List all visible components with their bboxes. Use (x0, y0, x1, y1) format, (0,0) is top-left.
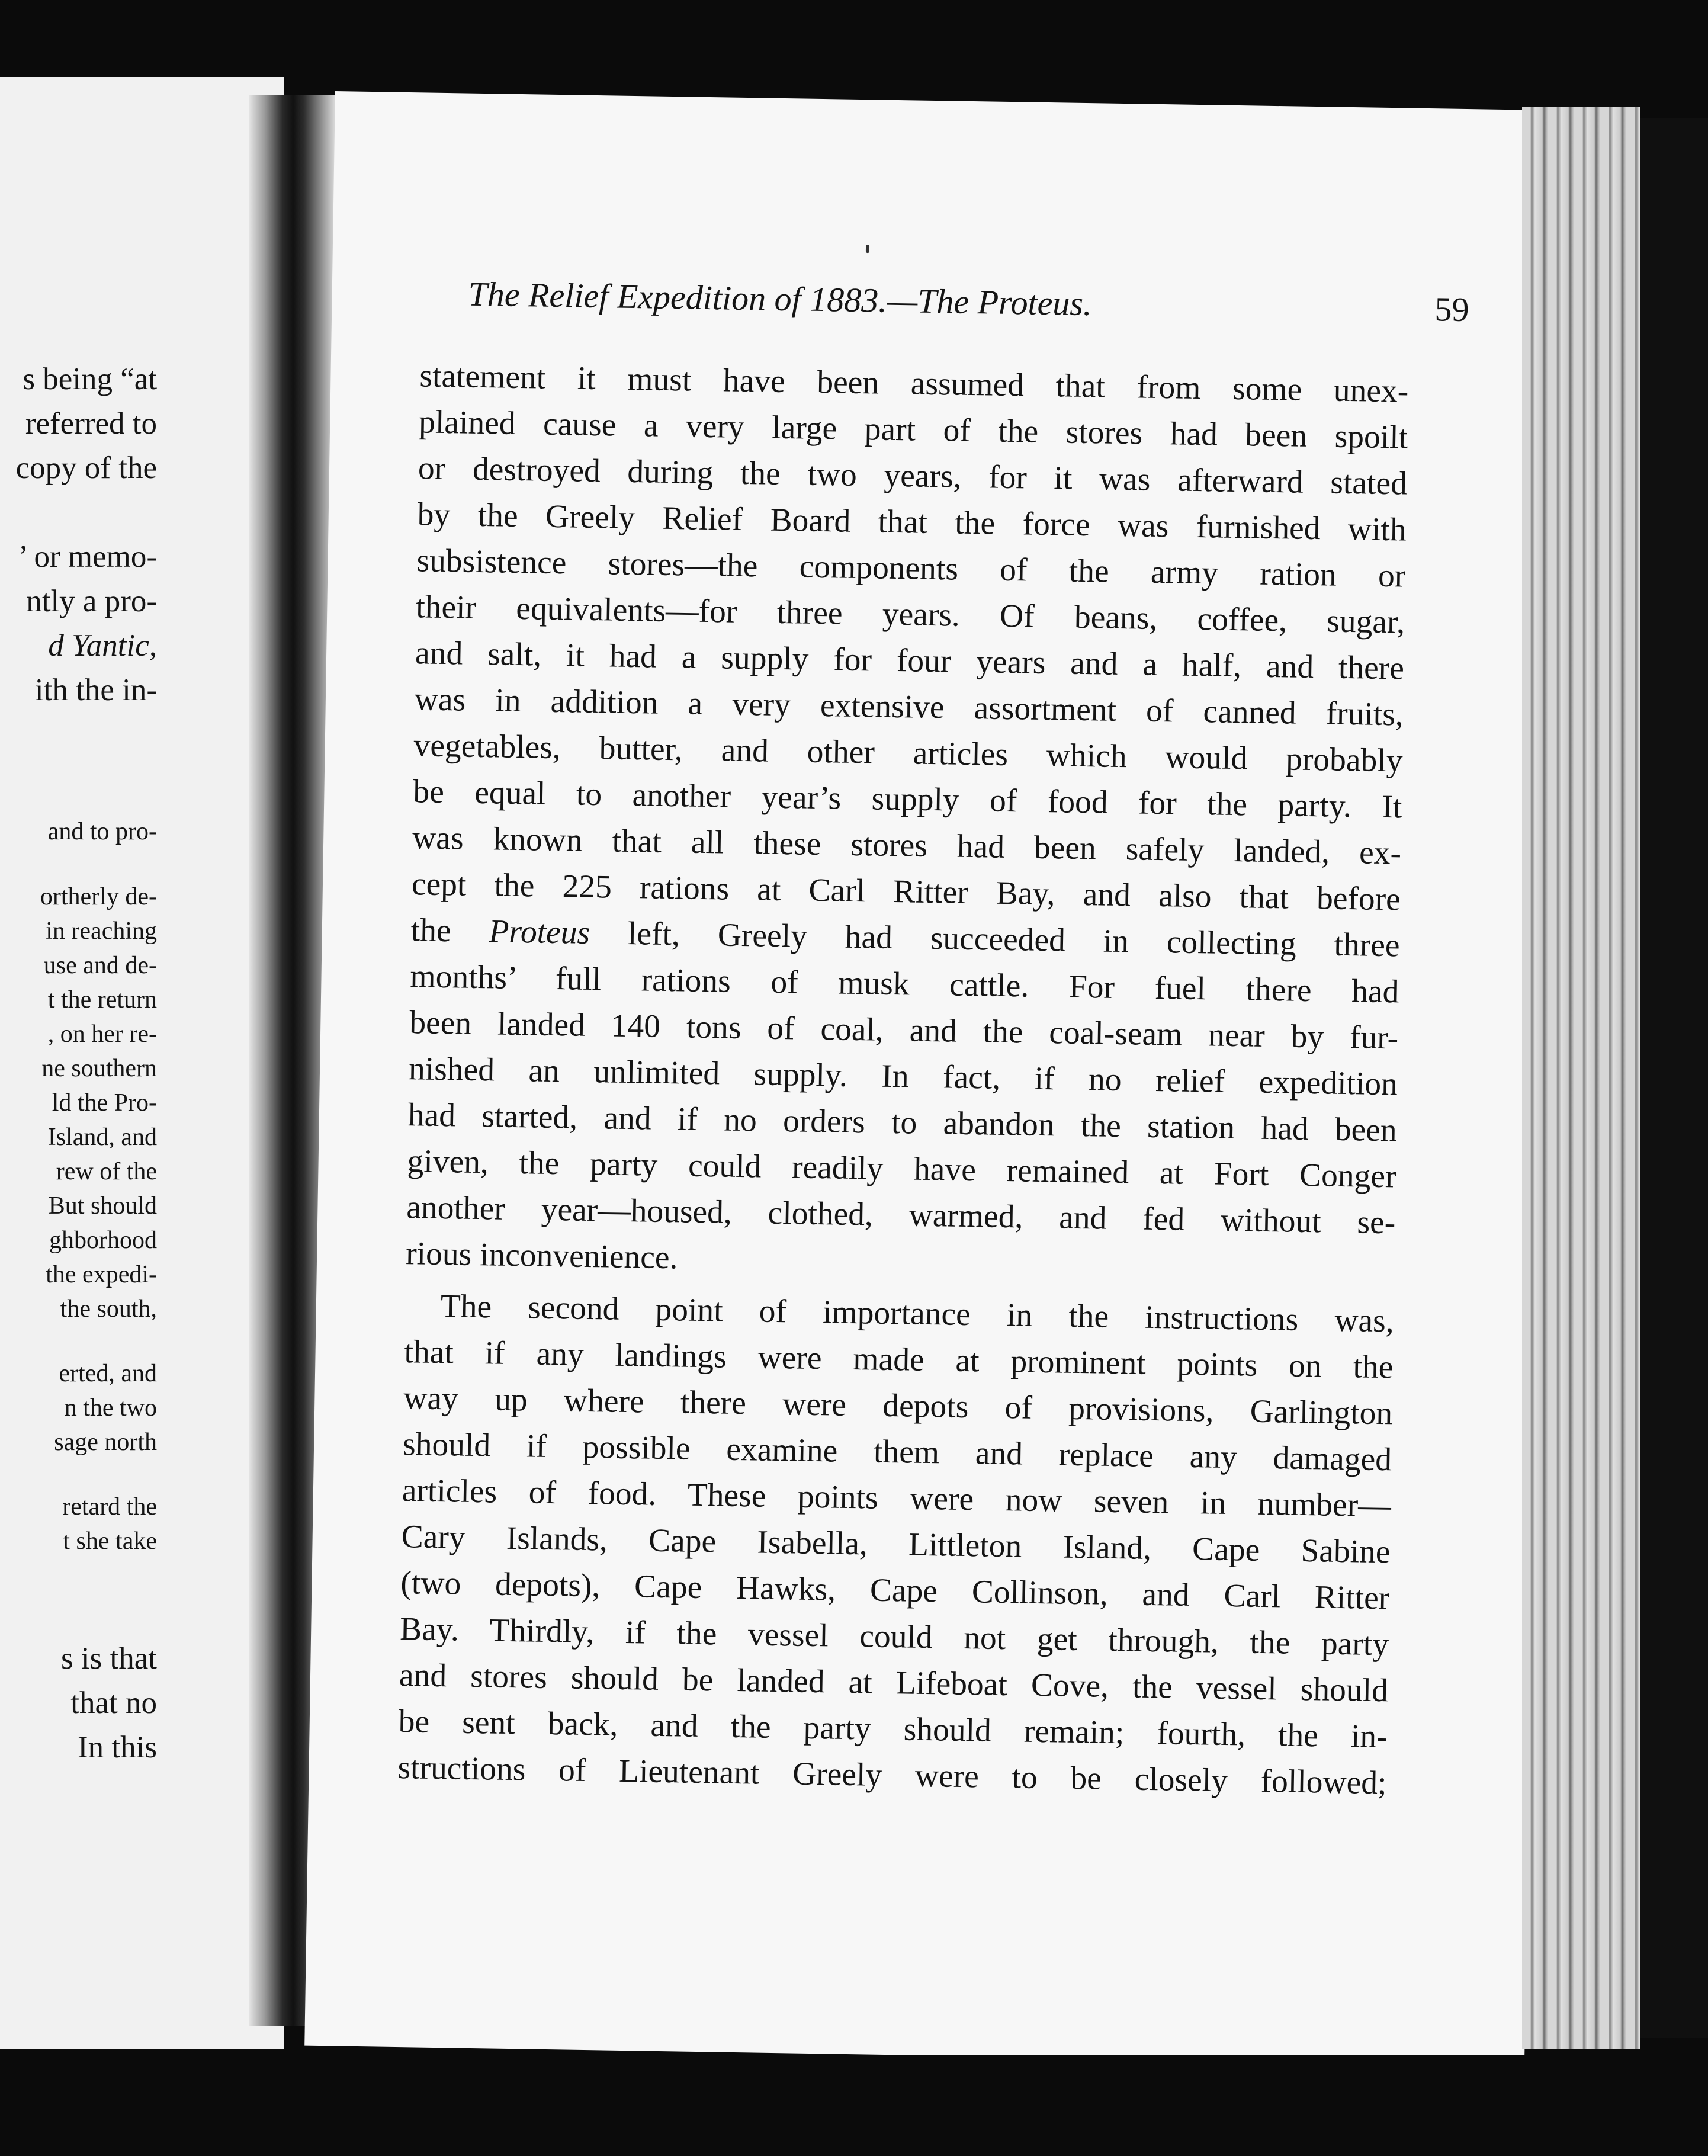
left-page-footnote-line: use and de- (43, 952, 157, 979)
left-page-line: ’ or memo- (18, 540, 157, 574)
right-page (304, 91, 1555, 2065)
left-page-footnote-line: the expedi- (46, 1261, 157, 1288)
left-page-footnote-line: in reaching (46, 917, 157, 945)
left-page-footnote-line: and to pro- (47, 818, 157, 845)
text-line: been landed 140 tons of coal, and the coal-seam near by fur- (409, 1005, 1399, 1057)
text-line: another year—housed, clothed, warmed, and fed without se- (406, 1189, 1396, 1241)
left-page-line: s being “at (23, 362, 157, 396)
left-page-footnote-line: n the two (64, 1394, 157, 1422)
text-line: given, the party could readily have remained at Fort Conger (407, 1143, 1396, 1195)
text-line: or destroyed during the two years, for it was afterward stated (418, 450, 1408, 502)
text-line: Cary Islands, Cape Isabella, Littleton Island, Cape Sabine (401, 1519, 1391, 1571)
left-page-footnote-line: rew of the (56, 1158, 157, 1185)
text-line: way up where there were depots of provisions, Garlington (403, 1380, 1393, 1432)
text-line: and salt, it had a supply for four years and a half, and there (415, 635, 1405, 687)
bottom-shadow (0, 2055, 1708, 2156)
text-line: be sent back, and the party should remain; fourth, the in- (398, 1703, 1388, 1756)
text-line: by the Greely Relief Board that the force was furnished with (417, 496, 1407, 548)
left-page-footnote-line: ld the Pro- (52, 1089, 157, 1116)
text-line: (two depots), Cape Hawks, Cape Collinson, and Carl Ritter (400, 1565, 1390, 1617)
text-line: vegetables, butter, and other articles which would probably (413, 727, 1403, 779)
page-edges (1522, 107, 1640, 2049)
left-page-footnote-line: ghborhood (49, 1227, 157, 1254)
left-page-line: ith the in- (34, 673, 157, 707)
book-cover-edge (1640, 118, 1708, 2038)
left-page-footnote-line: retard the (62, 1493, 157, 1520)
text-line: statement it must have been assumed that from some unex- (419, 358, 1409, 410)
left-page-line: ntly a pro- (26, 584, 157, 618)
page-speck (866, 245, 869, 253)
page-number: 59 (1434, 290, 1470, 329)
text-line: rious inconvenience. (405, 1236, 678, 1276)
left-page-line: In this (78, 1730, 157, 1764)
text-line: structions of Lieutenant Greely were to be closely followed; (397, 1750, 1387, 1802)
text-line: was known that all these stores had been safely landed, ex- (412, 820, 1402, 872)
left-page-line: referred to (25, 406, 157, 441)
left-page-line: d Yantic, (48, 628, 157, 663)
left-page-line: that no (70, 1686, 157, 1720)
text-line: The second point of importance in the instructions was, (440, 1288, 1395, 1340)
text-line: be equal to another year’s supply of food for the party. It (413, 774, 1402, 826)
text-line: months’ full rations of musk cattle. For fuel there had (410, 958, 1399, 1010)
left-page-footnote-line: erted, and (59, 1360, 157, 1387)
text-line: the Proteus left, Greely had succeeded in collecting three (410, 912, 1401, 964)
left-page-line: copy of the (15, 451, 157, 485)
running-head (468, 274, 1469, 330)
text-line: articles of food. These points were now seven in number— (402, 1472, 1392, 1525)
text-line: nished an unlimited supply. In fact, if no relief expedition (408, 1051, 1398, 1103)
text-line: should if possible examine them and replace any damaged (402, 1426, 1392, 1478)
left-page-footnote-line: t she take (63, 1528, 157, 1555)
text-line: had started, and if no orders to abandon the station had been (407, 1097, 1398, 1149)
left-page-footnote-line: , on her re- (47, 1021, 157, 1048)
left-page-footnote-line: sage north (54, 1429, 157, 1456)
text-line: that if any landings were made at prominent points on the (404, 1334, 1394, 1386)
text-line: was in addition a very extensive assortment of canned fruits, (414, 681, 1404, 733)
text-line: their equivalents—for three years. Of beans, coffee, sugar, (415, 589, 1405, 641)
text-line: plained cause a very large part of the stores had been spoilt (418, 404, 1408, 456)
running-head-title: The Relief Expedition of 1883.—The Proteus. (468, 274, 1093, 323)
left-page-footnote-line: t the return (47, 986, 157, 1013)
left-page (0, 77, 284, 2049)
left-page-footnote-line: ne southern (41, 1055, 157, 1082)
text-line: cept the 225 rations at Carl Ritter Bay, and also that before (411, 866, 1401, 918)
text-line: and stores should be landed at Lifeboat Cove, the vessel should (399, 1657, 1389, 1709)
left-page-line: s is that (61, 1641, 157, 1676)
body-text (397, 353, 1409, 1807)
text-line: subsistence stores—the components of the army ration or (416, 543, 1406, 595)
text-line: Bay. Thirdly, if the vessel could not get through, the party (399, 1611, 1389, 1663)
left-page-footnote-line: But should (48, 1192, 157, 1220)
left-page-footnote-line: Island, and (47, 1124, 157, 1151)
left-page-footnote-line: ortherly de- (40, 883, 157, 910)
left-page-footnote-line: the south, (60, 1295, 157, 1323)
